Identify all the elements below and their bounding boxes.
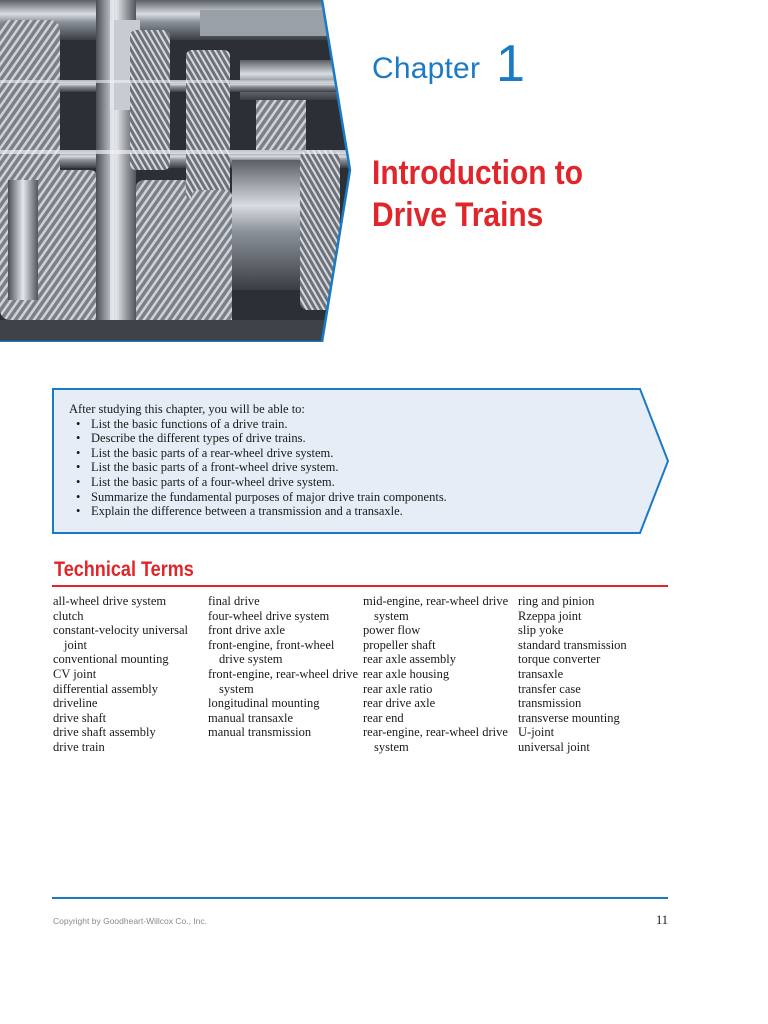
technical-term: slip yoke	[518, 623, 564, 638]
technical-term: transmission	[518, 696, 582, 711]
chapter-title	[372, 152, 689, 236]
terms-column	[208, 594, 363, 755]
learning-objectives-box	[52, 388, 672, 534]
transmission-gears-icon	[0, 0, 356, 342]
technical-term: drive shaft assembly	[53, 725, 156, 740]
technical-term: transverse mounting	[518, 710, 620, 725]
technical-term: rear end	[363, 710, 404, 725]
technical-term: constant-velocity universal joint	[53, 623, 189, 652]
terms-column	[518, 594, 673, 755]
technical-term: drive shaft	[53, 710, 107, 725]
objective-item: • Describe the different types of drive trains.	[69, 431, 629, 446]
technical-term: Rzeppa joint	[518, 608, 582, 623]
chapter-title-line: Drive Trains	[372, 196, 544, 234]
chapter-number: 1	[496, 35, 525, 93]
copyright-notice: Copyright by Goodheart-Willcox Co., Inc.	[53, 916, 208, 926]
technical-term: universal joint	[518, 739, 590, 754]
technical-term: differential assembly	[53, 681, 158, 696]
technical-terms-heading: Technical Terms	[54, 558, 194, 581]
terms-column	[363, 594, 518, 755]
technical-term: clutch	[53, 608, 84, 623]
technical-term: mid-engine, rear-wheel drive system	[363, 594, 509, 623]
technical-term: drive train	[53, 739, 105, 754]
chapter-title-line: Introduction to	[372, 154, 584, 192]
technical-term: front-engine, rear-wheel drive system	[208, 666, 359, 696]
footer-divider	[52, 897, 668, 899]
objective-item: • List the basic functions of a drive train.	[69, 417, 629, 432]
objective-item: • List the basic parts of a front-wheel drive system.	[69, 460, 629, 475]
objective-item: • Explain the difference between a transmission and a transaxle.	[69, 504, 629, 519]
technical-term: rear-engine, rear-wheel drive system	[363, 725, 508, 754]
technical-term: driveline	[53, 696, 98, 711]
technical-term: standard transmission	[518, 637, 627, 652]
technical-term: U-joint	[518, 725, 555, 740]
technical-term: conventional mounting	[53, 652, 169, 667]
technical-term: four-wheel drive system	[208, 608, 330, 623]
technical-terms-divider	[52, 585, 668, 587]
technical-term: rear drive axle	[363, 696, 436, 711]
objective-item: • Summarize the fundamental purposes of major drive train components.	[69, 490, 629, 505]
technical-term: front drive axle	[208, 623, 286, 638]
technical-term: rear axle assembly	[363, 652, 457, 667]
technical-term: manual transaxle	[208, 710, 294, 725]
objectives-list	[69, 417, 629, 519]
objectives-intro: After studying this chapter, you will be able to:	[69, 402, 305, 416]
technical-term: transaxle	[518, 666, 564, 681]
technical-term: longitudinal mounting	[208, 696, 320, 711]
chapter-hero-image	[0, 0, 356, 342]
technical-term: ring and pinion	[518, 594, 595, 608]
technical-term: front-engine, front-wheel drive system	[208, 637, 335, 667]
terms-column	[53, 594, 208, 755]
technical-term: CV joint	[53, 666, 97, 681]
technical-term: manual transmission	[208, 725, 312, 740]
technical-term: final drive	[208, 594, 260, 608]
technical-terms-list	[53, 594, 673, 755]
technical-term: transfer case	[518, 681, 581, 696]
chapter-label: Chapter	[372, 52, 481, 85]
technical-term: all-wheel drive system	[53, 594, 167, 608]
objective-item: • List the basic parts of a rear-wheel drive system.	[69, 446, 629, 461]
technical-term: rear axle ratio	[363, 681, 433, 696]
technical-term: propeller shaft	[363, 637, 436, 652]
objective-item: • List the basic parts of a four-wheel drive system.	[69, 475, 629, 490]
page-number: 11	[655, 913, 668, 927]
technical-term: torque converter	[518, 652, 601, 667]
technical-term: rear axle housing	[363, 666, 450, 681]
technical-term: power flow	[363, 623, 421, 638]
